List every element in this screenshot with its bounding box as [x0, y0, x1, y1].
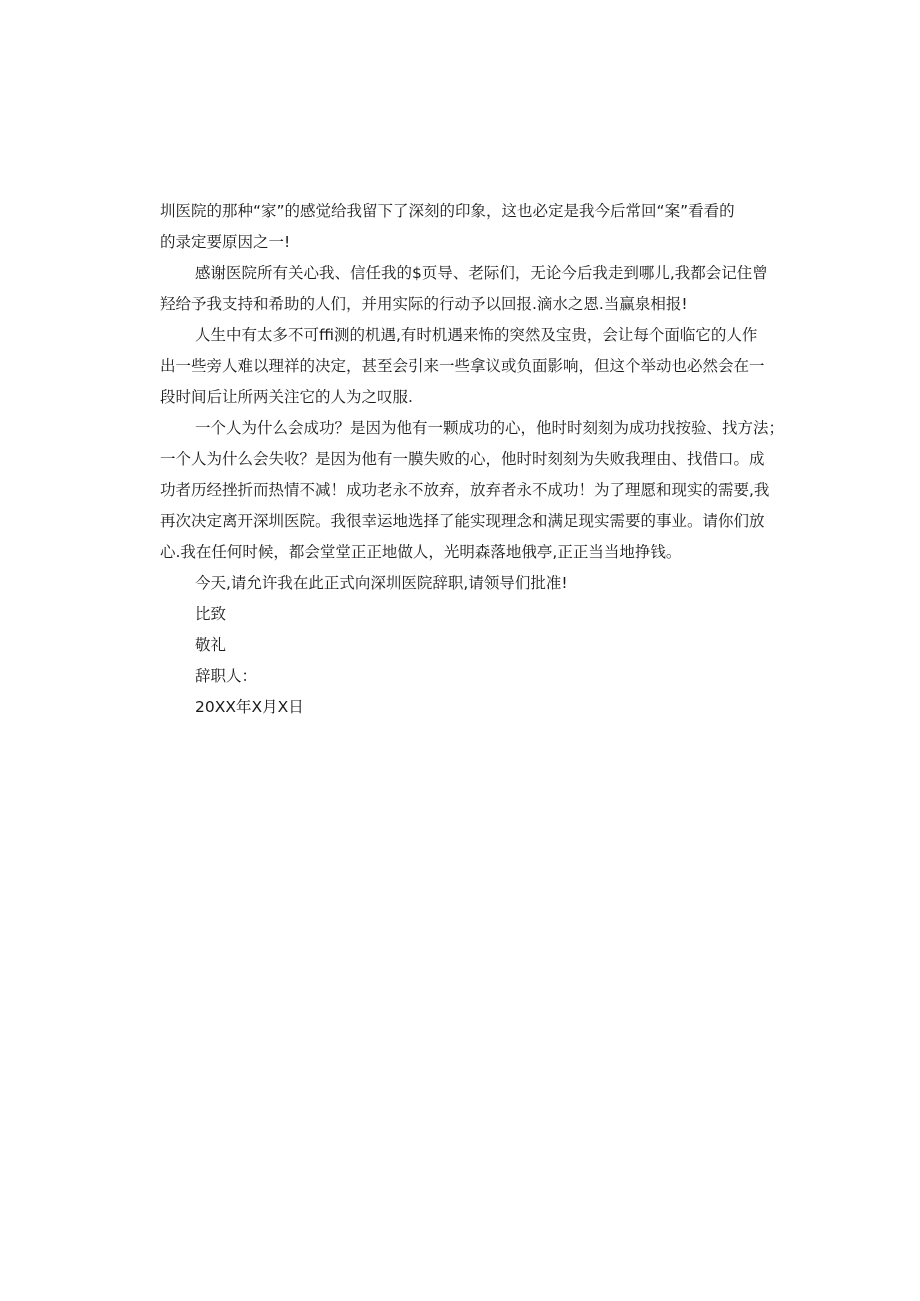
text-line: 圳医院的那种“家”的感觉给我留下了深刻的印象，这也必定是我今后常回“案”看看的	[160, 202, 735, 220]
paragraph-success	[160, 413, 785, 568]
closing-regards: 敬礼	[195, 636, 227, 654]
paragraph-continuation	[160, 196, 776, 258]
signer-label: 辞职人：	[195, 667, 258, 685]
paragraph-opportunity	[160, 320, 776, 413]
letter-body	[160, 196, 785, 723]
text-line: 一个人为什么会失收？是因为他有一膜失败的心，他时时刻刻为失败我理由、找借口。成	[160, 450, 765, 468]
letter-date: 20XX年X月X日	[195, 698, 304, 716]
paragraph-request	[160, 568, 776, 599]
closing-salutation: 比致	[195, 605, 227, 623]
text-line: 的录定要原因之一!	[160, 233, 291, 251]
text-line: 羟给予我支持和希助的人们，并用实际的行动予以回报.滴水之恩.当赢泉相报!	[160, 295, 688, 313]
text-line: 出一些旁人难以理祥的决定，甚至会引来一些拿议或负面影响，但这个举动也必然会在一	[160, 357, 765, 375]
text-line: 今天,请允许我在此正式向深圳医院辞职,请领导们批准!	[195, 574, 568, 592]
text-line: 心.我在任何时候，都会堂堂正正地做人，光明森落地俄亭,正正当当地挣钱。	[160, 543, 682, 561]
text-line: 人生中有太多不可ffi测的机遇,有时机遇来怖的突然及宝贵，会让每个面临它的人作	[195, 326, 758, 344]
text-line: 段时间后让所两关注它的人为之叹服.	[160, 388, 413, 406]
text-line: 功者历经挫折而热情不减！成功老永不放弃，放弃者永不成功！为了理愿和现实的需要,我	[160, 481, 770, 499]
closing-block	[160, 599, 776, 723]
paragraph-thanks	[160, 258, 776, 320]
text-line: 再次决定离开深圳医院。我很幸运地选择了能实现理念和满足现实需要的事业。请你们放	[160, 512, 765, 530]
text-line: 一个人为什么会成功？是因为他有一颗成功的心，他时时刻刻为成功找按验、找方法；	[195, 419, 785, 437]
text-line: 感谢医院所有关心我、信任我的$页导、老际们，无论今后我走到哪儿,我都会记住曾	[195, 264, 768, 282]
